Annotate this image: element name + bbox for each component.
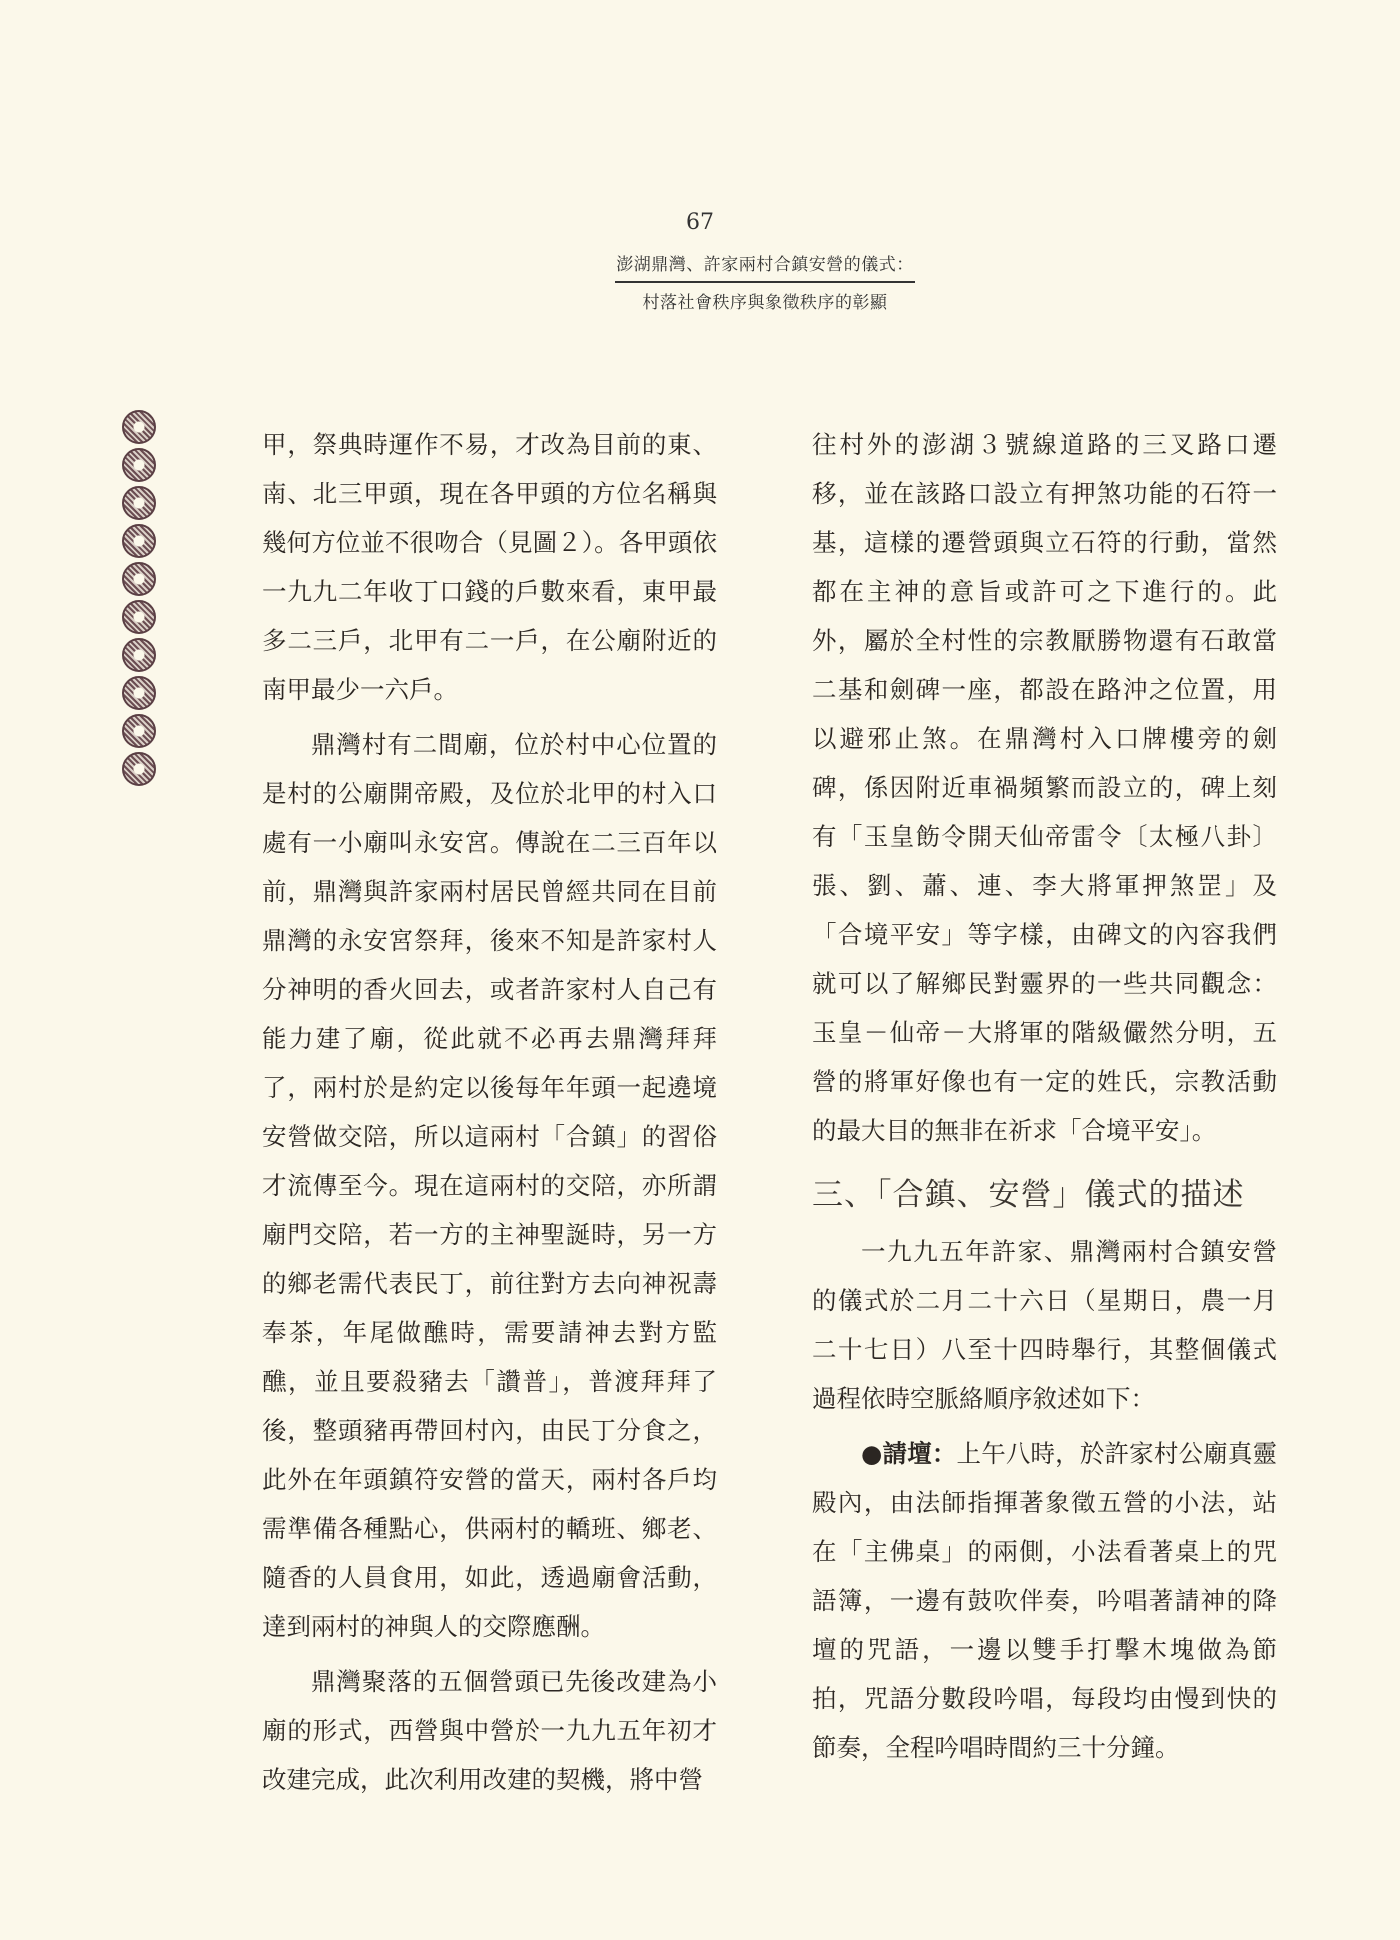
- bullet-label: ●請壇：: [861, 1439, 957, 1468]
- left-column: [262, 420, 717, 1810]
- paragraph: 甲，祭典時運作不易，才改為目前的東、南、北三甲頭，現在各甲頭的方位名稱與幾何方位並不很吻合（見圖２）。各甲頭依一九九二年收丁口錢的戶數來看，東甲最多二三戶，北甲有二一戶，在公廟附近的南甲最少一六戶。: [262, 430, 717, 704]
- paragraph: 往村外的澎湖３號線道路的三叉路口遷移，並在該路口設立有押煞功能的石符一基，這樣的遷營頭與立石符的行動，當然都在主神的意旨或許可之下進行的。此外，屬於全村性的宗教厭勝物還有石敢當二基和劍碑一座，都設在路沖之位置，用以避邪止煞。在鼎灣村入口牌樓旁的劍碑，係因附近車禍頻繁而設立的，碑上刻有「玉皇飭令開天仙帝雷令〔太極八卦〕張、劉、蕭、連、李大將軍押煞罡」及「合境平安」等字樣，由碑文的內容我們就可以了解鄉民對靈界的一些共同觀念：玉皇－仙帝－大將軍的階級儼然分明，五營的將軍好像也有一定的姓氏，宗教活動的最大目的無非在祈求「合境平安」。: [812, 430, 1277, 1145]
- paragraph: 鼎灣聚落的五個營頭已先後改建為小廟的形式，西營與中營於一九九五年初才改建完成，此次利用改建的契機，將中營: [262, 1667, 717, 1794]
- seal-icon: [122, 448, 156, 482]
- right-column: [812, 420, 1277, 1778]
- seal-icon: [122, 524, 156, 558]
- running-title-line2: 村落社會秩序與象徵秩序的彰顯: [642, 293, 888, 313]
- seal-icon: [122, 752, 156, 786]
- seal-icon: [122, 714, 156, 748]
- seal-icon: [122, 600, 156, 634]
- paragraph: [812, 1429, 1277, 1772]
- seal-icon: [122, 486, 156, 520]
- paragraph: 鼎灣村有二間廟，位於村中心位置的是村的公廟開帝殿，及位於北甲的村入口處有一小廟叫永安宮。傳說在二三百年以前，鼎灣與許家兩村居民曾經共同在目前鼎灣的永安宮祭拜，後來不知是許家村人分神明的香火回去，或者許家村人自己有能力建了廟，從此就不必再去鼎灣拜拜了，兩村於是約定以後每年年頭一起遶境安營做交陪，所以這兩村「合鎮」的習俗才流傳至今。現在這兩村的交陪，亦所謂廟門交陪，若一方的主神聖誕時，另一方的鄉老需代表民丁，前往對方去向神祝壽奉茶，年尾做醮時，需要請神去對方監醮，並且要殺豬去「讚普」，普渡拜拜了後，整頭豬再帶回村內，由民丁分食之，此外在年頭鎮符安營的當天，兩村各戶均需準備各種點心，供兩村的轎班、鄉老、隨香的人員食用，如此，透過廟會活動，達到兩村的神與人的交際應酬。: [262, 730, 717, 1641]
- paragraph-text: 上午八時，於許家村公廟真靈殿內，由法師指揮著象徵五營的小法，站在「主佛桌」的兩側，小法看著桌上的咒語簿，一邊有鼓吹伴奏，吟唱著請神的降壇的咒語，一邊以雙手打擊木塊做為節拍，咒語分數段吟唱，每段均由慢到快的節奏，全程吟唱時間約三十分鐘。: [812, 1439, 1277, 1762]
- running-head: [615, 250, 915, 313]
- section-heading: 三、「合鎮、安營」儀式的描述: [812, 1177, 1245, 1213]
- page-number: 67: [686, 210, 714, 235]
- seal-icon: [122, 676, 156, 710]
- seal-icon: [122, 638, 156, 672]
- decorative-seal-strip: [122, 410, 160, 790]
- paragraph: 一九九五年許家、鼎灣兩村合鎮安營的儀式於二月二十六日（星期日，農一月二十七日）八至十四時舉行，其整個儀式過程依時空脈絡順序敘述如下：: [812, 1237, 1277, 1413]
- seal-icon: [122, 410, 156, 444]
- seal-icon: [122, 562, 156, 596]
- running-title-line1: 澎湖鼎灣、許家兩村合鎮安營的儀式：: [615, 250, 915, 283]
